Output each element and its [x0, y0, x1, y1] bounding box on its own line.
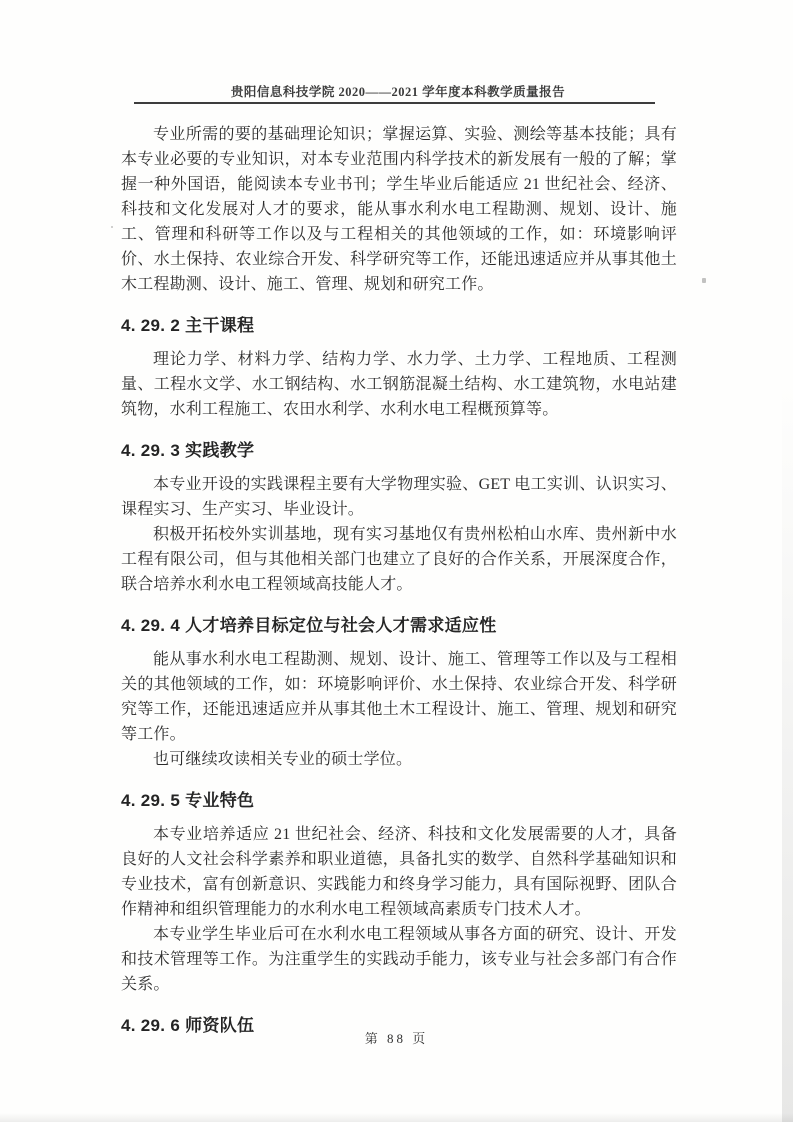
section-heading-faculty: 4. 29. 6 师资队伍 — [121, 1016, 255, 1035]
scan-speck — [702, 278, 706, 283]
section-paragraph-main-courses: 理论力学、材料力学、结构力学、水力学、土力学、工程地质、工程测量、工程水文学、水工钢结构、水工钢筋混凝土结构、水工建筑物，水电站建筑物，水利工程施工、农田水利学、水利水电工程概预算等。 — [121, 351, 677, 418]
page-edge-shadow-bottom — [0, 1113, 793, 1122]
section-paragraph-graduate-work: 本专业学生毕业后可在水利水电工程领域从事各方面的研究、设计、开发和技术管理等工作。为注重学生的实践动手能力，该专业与社会多部门有合作关系。 — [121, 926, 677, 993]
page-footer — [0, 1028, 793, 1048]
section-heading-specialty-features: 4. 29. 5 专业特色 — [121, 791, 255, 810]
section-paragraph-training-bases: 积极开拓校外实训基地，现有实习基地仅有贵州松柏山水库、贵州新中水工程有限公司，但与其他相关部门也建立了良好的合作关系，开展深度合作，联合培养水利水电工程领域高技能人才。 — [121, 526, 677, 593]
page-number: 第 88 页 — [364, 1031, 429, 1046]
section-paragraph-practical-courses: 本专业开设的实践课程主要有大学物理实验、GET 电工实训、认识实习、课程实习、生产实习、毕业设计。 — [121, 476, 677, 518]
section-heading-practical-teaching: 4. 29. 3 实践教学 — [121, 441, 255, 460]
document-body — [121, 122, 677, 1047]
section-paragraph-cultivation: 本专业培养适应 21 世纪社会、经济、科技和文化发展需要的人才，具备良好的人文社会科学素养和职业道德，具备扎实的数学、自然科学基础知识和专业技术，富有创新意识、实践能力和终身学习能力，具有国际视野、团队合作精神和组织管理能力的水利水电工程领域高素质专门技术人才。 — [121, 826, 677, 918]
section-paragraph-further-study: 也可继续攻读相关专业的硕士学位。 — [153, 751, 413, 768]
header-title: 贵阳信息科技学院 2020——2021 学年度本科教学质量报告 — [230, 85, 566, 99]
intro-paragraph: 专业所需的要的基础理论知识；掌握运算、实验、测绘等基本技能；具有本专业必要的专业知识，对本专业范围内科学技术的新发展有一般的了解；掌握一种外国语，能阅读本专业书刊；学生毕业后能适应 21 世纪社会、经济、科技和文化发展对人才的要求，能从事水利水电工程勘测、规划、设计、施工、管理和科研等工作以及与工程相关的其他领域的工作，如：环境影响评价、水土保持、农业综合开发、科学研究等工作，还能迅速适应并从事其他土木工程勘测、设计、施工、管理、规划和研究工作。 — [121, 126, 677, 293]
header-rule — [134, 102, 655, 104]
scan-speck — [111, 226, 113, 228]
section-heading-main-courses: 4. 29. 2 主干课程 — [121, 316, 255, 335]
page-edge-shadow-right — [782, 380, 793, 1122]
section-heading-talent-goal: 4. 29. 4 人才培养目标定位与社会人才需求适应性 — [121, 616, 497, 635]
section-paragraph-talent-scope: 能从事水利水电工程勘测、规划、设计、施工、管理等工作以及与工程相关的其他领域的工作，如：环境影响评价、水土保持、农业综合开发、科学研究等工作，还能迅速适应并从事其他土木工程设计、施工、管理、规划和研究等工作。 — [121, 651, 677, 743]
